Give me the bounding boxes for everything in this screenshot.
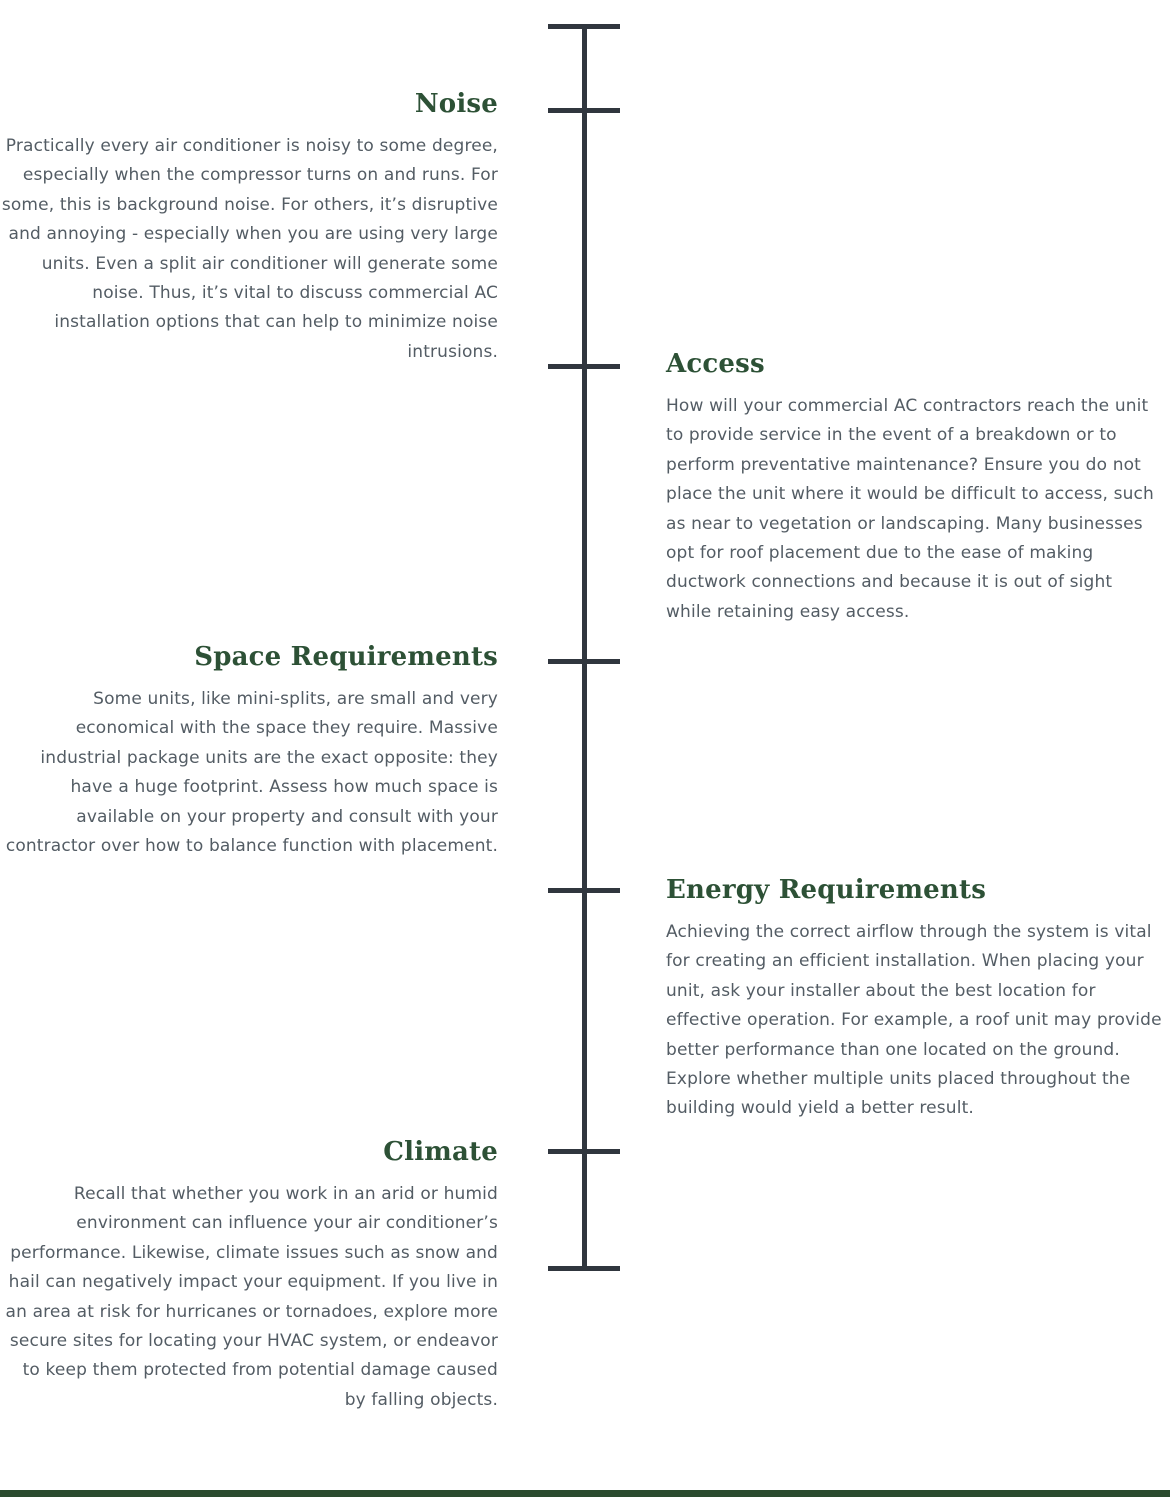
section-space-requirements-title: Space Requirements bbox=[194, 642, 498, 672]
timeline-tick-noise bbox=[548, 108, 620, 113]
section-energy-requirements bbox=[666, 874, 1162, 1124]
timeline-tick-access bbox=[548, 364, 620, 369]
section-energy-requirements-body: Achieving the correct airflow through the system is vital for creating an efficient installation. When placing your unit, ask your installer about the best location for effective operation. For example, a roof unit may provide better performance than one located on the ground. Explore whether multiple units placed throughout the building would yield a better result. bbox=[666, 922, 1162, 1119]
footer-accent-bar bbox=[0, 1490, 1170, 1497]
timeline-bottom-cap bbox=[548, 1266, 620, 1271]
timeline-tick-energy bbox=[548, 888, 620, 893]
timeline-tick-space bbox=[548, 659, 620, 664]
section-climate bbox=[0, 1136, 498, 1415]
section-access-title: Access bbox=[666, 349, 765, 379]
section-energy-requirements-title: Energy Requirements bbox=[666, 875, 987, 905]
section-space-requirements-body: Some units, like mini-splits, are small and very economical with the space they require. Massive industrial package units are the exact opposite: they have a huge footprint. Assess how much space is available on your property and consult with your contractor over how to balance function with placement. bbox=[5, 689, 498, 857]
section-noise bbox=[0, 88, 498, 367]
section-noise-title: Noise bbox=[414, 89, 498, 119]
section-space-requirements bbox=[0, 641, 498, 861]
section-climate-title: Climate bbox=[383, 1137, 498, 1167]
timeline-tick-climate bbox=[548, 1149, 620, 1154]
section-climate-body: Recall that whether you work in an arid or humid environment can influence your air conditioner’s performance. Likewise, climate issues such as snow and hail can negatively impact your equipment. If you live in an area at risk for hurricanes or tornadoes, explore more secure sites for locating your HVAC system, or endeavor to keep them protected from potential damage caused by falling objects. bbox=[5, 1184, 498, 1410]
section-noise-body: Practically every air conditioner is noisy to some degree, especially when the compressor turns on and runs. For some, this is background noise. For others, it’s disruptive and annoying - especially when you are using very large units. Even a split air conditioner will generate some noise. Thus, it’s vital to discuss commercial AC installation options that can help to minimize noise intrusions. bbox=[1, 136, 498, 362]
timeline-line bbox=[582, 24, 587, 1271]
section-access-body: How will your commercial AC contractors reach the unit to provide service in the event of a breakdown or to perform preventative maintenance? Ensure you do not place the unit where it would be difficult to access, such as near to vegetation or landscaping. Many businesses opt for roof placement due to the ease of making ductwork connections and because it is out of sight while retaining easy access. bbox=[666, 396, 1154, 622]
section-access bbox=[666, 348, 1162, 627]
timeline-top-cap bbox=[548, 24, 620, 29]
